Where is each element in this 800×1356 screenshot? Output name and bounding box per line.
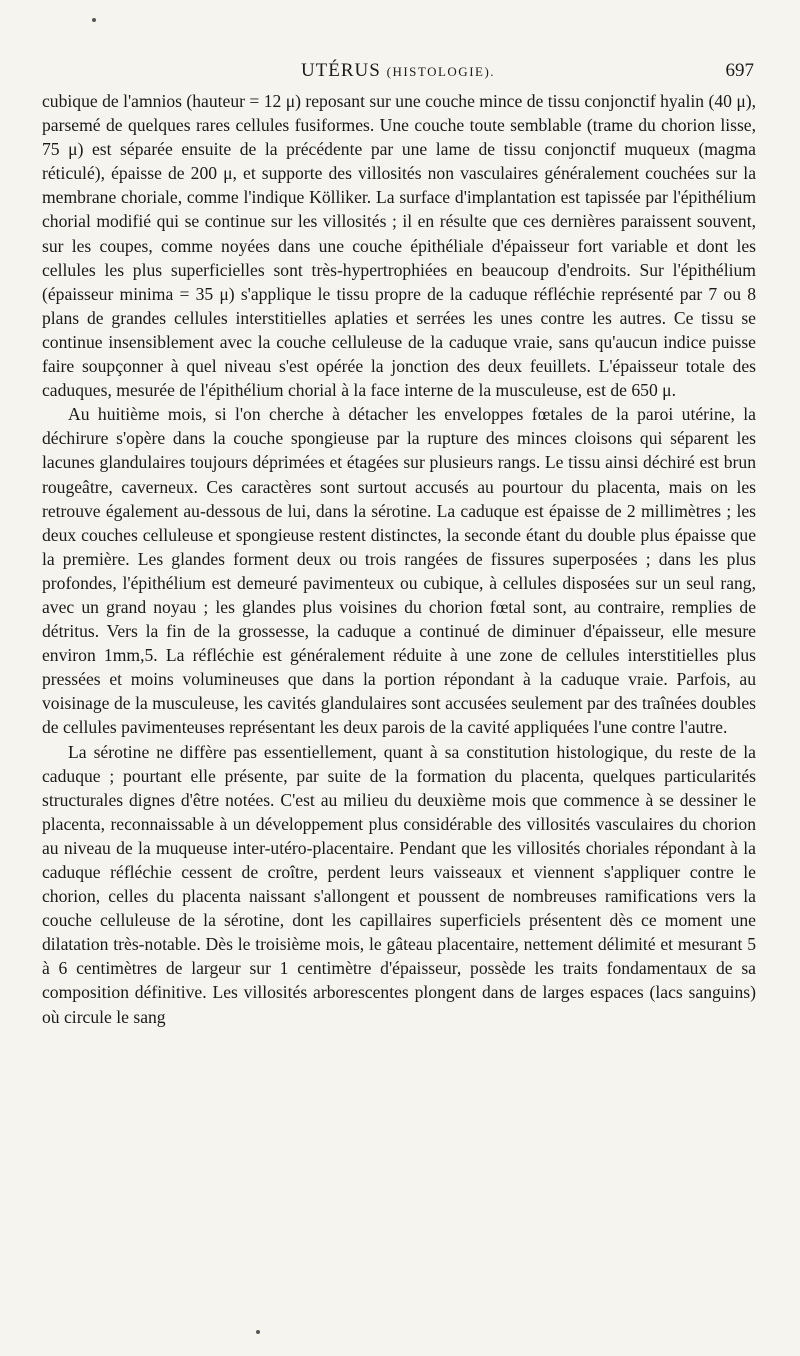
running-title-main: UTÉRUS [300, 60, 381, 81]
paragraph-serotine: La sérotine ne diffère pas essentiellement, quant à sa constitution histologique, du reste de la caduque ; pourtant elle présente, par suite de la formation du placenta, quelques particularités structurales dignes d'être notées. C'est au milieu du deuxième mois que commence à se dessiner le placenta, reconnaissable à un développement plus considérable des villosités vasculaires du chorion au niveau de la muqueuse inter-utéro-placentaire. Pendant que les villosités choriales répondant à la caduque réfléchie cessent de croître, perdent leurs vaisseaux et viennent s'appliquer contre le chorion, celles du placenta naissant s'allongent et poussent de nombreuses ramifications vers la couche celluleuse de la sérotine, dont les capillaires superficiels présentent dès ce moment une dilatation très-notable. Dès le troisième mois, le gâteau placentaire, nettement délimité et mesurant 5 à 6 centimètres de largeur sur 1 centimètre d'épaisseur, possède les traits fondamentaux de sa composition définitive. Les villosités arborescentes plongent dans de larges espaces (lacs sanguins) où circule le sang [42, 741, 756, 1027]
body-text [42, 89, 756, 1029]
page-number: 697 [725, 60, 754, 81]
paragraph-eighth-month: Au huitième mois, si l'on cherche à détacher les enveloppes fœtales de la paroi utérine, la déchirure s'opère dans la couche spongieuse par la rupture des minces cloisons qui séparent les lacunes glandulaires toujours déprimées et étagées sur plusieurs rangs. Le tissu ainsi déchiré est brun rougeâtre, caverneux. Ces caractères sont surtout accusés au pourtour du placenta, mais on les retrouve également au-dessous de lui, dans la sérotine. La caduque est épaisse de 2 millimètres ; les deux couches celluleuse et spongieuse restent distinctes, la seconde étant du double plus épaisse que la première. Les glandes forment deux ou trois rangées de fissures superposées ; dans les plus profondes, l'épithélium est demeuré pavimenteux ou cubique, à cellules disposées sur un seul rang, avec un grand noyau ; les glandes plus voisines du chorion fœtal sont, au contraire, remplies de détritus. Vers la fin de la grossesse, la caduque a continué de diminuer d'épaisseur, elle mesure environ 1mm,5. La réfléchie est généralement réduite à une zone de cellules interstitielles plus pressées et moins volumineuses que dans la portion répondant à la caduque vraie. Parfois, au voisinage de la musculeuse, les cavités glandulaires sont accusées seulement par des traînées doubles de cellules pavimenteuses représentant les deux parois de la cavité appliquées l'une contre l'autre. [42, 404, 756, 738]
running-title [40, 60, 756, 82]
print-speck [256, 1330, 260, 1334]
print-speck [92, 18, 96, 22]
running-title-subtitle: (HISTOLOGIE). [386, 64, 496, 79]
paragraph-continued: cubique de l'amnios (hauteur = 12 μ) reposant sur une couche mince de tissu conjonctif hyalin (40 μ), parsemé de quelques rares cellules fusiformes. Une couche toute semblable (trame du chorion lisse, 75 μ) est séparée ensuite de la précédente par une lame de tissu conjonctif muqueux (magma réticulé), épaisse de 200 μ, et supporte des villosités non vasculaires généralement couchées sur la membrane choriale, comme l'indique Kölliker. La surface d'implantation est tapissée par l'épithélium chorial modifié qui se continue sur les villosités ; il en résulte que ces dernières paraissent souvent, sur les coupes, comme noyées dans une couche épithéliale d'épaisseur fort variable et dont les cellules les plus superficielles sont très-hypertrophiées en beaucoup d'endroits. Sur l'épithélium (épaisseur minima = 35 μ) s'applique le tissu propre de la caduque réfléchie représenté par 7 ou 8 plans de grandes cellules interstitielles aplaties et serrées les unes contre les autres. Ce tissu se continue insensiblement avec la couche celluleuse de la caduque vraie, sans qu'aucun indice puisse faire soupçonner à quel niveau s'est opérée la jonction des deux feuillets. L'épaisseur totale des caduques, mesurée de l'épithélium chorial à la face interne de la musculeuse, est de 650 μ. [42, 91, 757, 401]
running-header [40, 58, 756, 88]
